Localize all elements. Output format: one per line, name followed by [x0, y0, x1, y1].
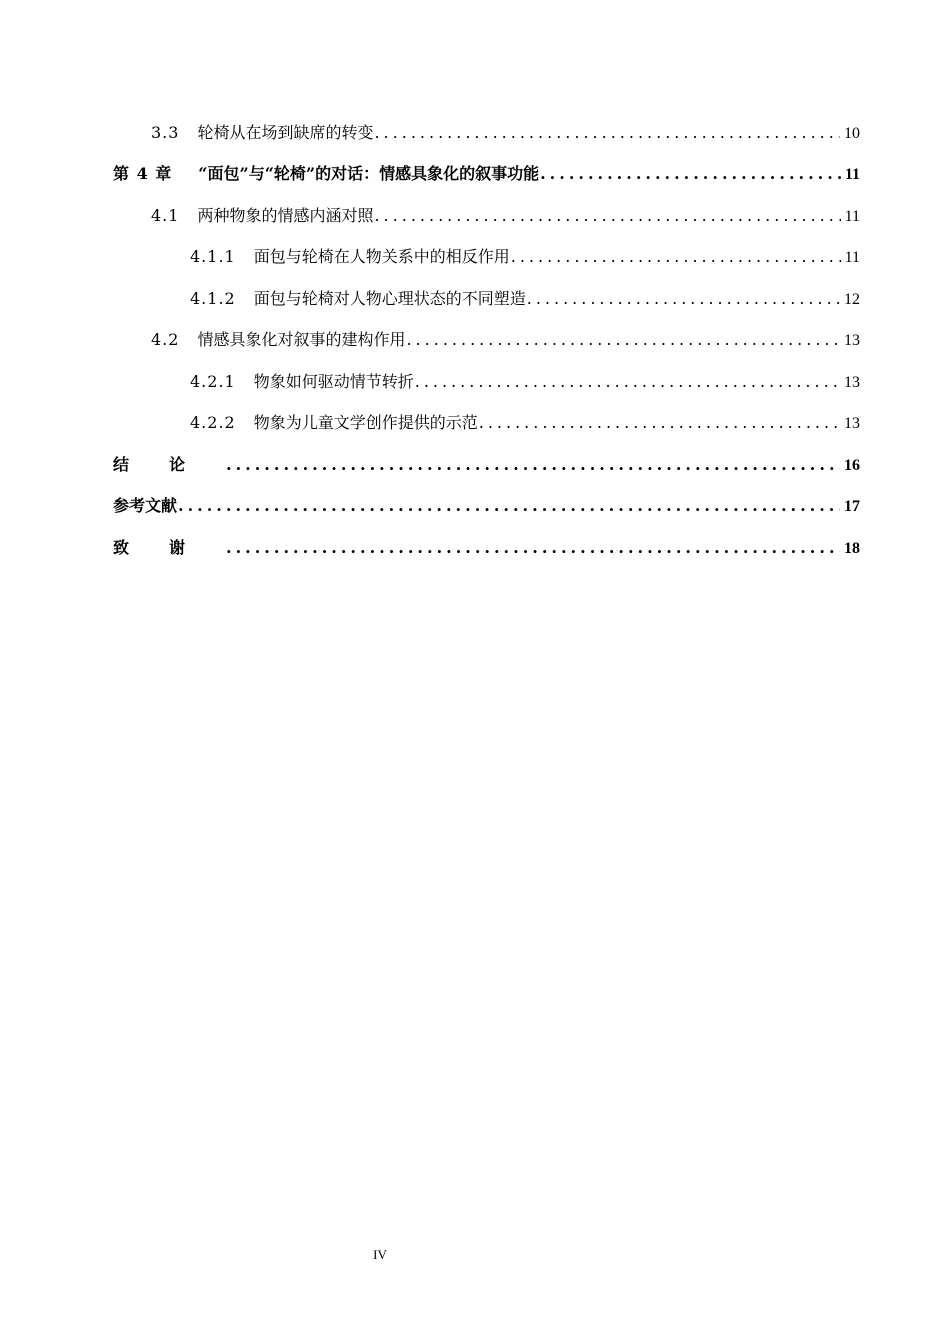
- toc-entry-number: 3.3: [151, 123, 180, 142]
- toc-entry-page: 13: [844, 374, 860, 391]
- dot-leader: [406, 328, 840, 352]
- toc-entry-page: 12: [844, 291, 860, 308]
- toc-entry-number: 4.1.1: [190, 247, 236, 266]
- toc-entry-page: 13: [844, 332, 860, 349]
- toc-entry-number: 4.1: [151, 206, 180, 225]
- toc-entry-page: 13: [844, 415, 860, 432]
- toc-entry-number: 4.2.1: [190, 372, 236, 391]
- toc-entry-page: 11: [844, 166, 860, 183]
- toc-entry-page: 16: [844, 457, 860, 474]
- toc-entry-conclusion[interactable]: [113, 453, 860, 477]
- toc-entry-4-1-1[interactable]: [190, 245, 860, 269]
- dot-leader: [415, 370, 840, 394]
- toc-entry-number: 4.2.2: [190, 413, 236, 432]
- dot-leader: [527, 287, 840, 311]
- toc-entry-page: 10: [844, 125, 860, 142]
- toc-entry-title: 物象为儿童文学创作提供的示范: [253, 413, 478, 432]
- dot-leader: [226, 453, 840, 477]
- toc-entry-acknowledgements[interactable]: [113, 536, 860, 560]
- toc-entry-title: 轮椅从在场到缺席的转变: [197, 123, 374, 142]
- toc-entry-page: 18: [844, 540, 860, 557]
- toc-entry-4-2[interactable]: [151, 328, 860, 352]
- toc-entry-number: 第 4 章: [113, 164, 173, 183]
- page-number-footer: IV: [373, 1247, 387, 1262]
- dot-leader: [226, 536, 840, 560]
- toc-entry-references[interactable]: [113, 494, 860, 518]
- toc-entry-4-2-2[interactable]: [190, 411, 860, 435]
- dot-leader: [540, 162, 841, 186]
- toc-entry-3-3[interactable]: [151, 121, 860, 145]
- toc-entry-title: 两种物象的情感内涵对照: [197, 206, 374, 225]
- toc-entry-page: 11: [844, 249, 860, 266]
- dot-leader: [479, 411, 840, 435]
- toc-entry-title: “面包”与“轮椅”的对话：情感具象化的叙事功能: [198, 164, 540, 183]
- dot-leader: [511, 245, 841, 269]
- toc-entry-title: 致谢: [113, 538, 226, 557]
- toc-entry-title: 面包与轮椅对人物心理状态的不同塑造: [253, 289, 526, 308]
- toc-entry-number: 4.1.2: [190, 289, 236, 308]
- toc-entry-4-1-2[interactable]: [190, 287, 860, 311]
- toc-entry-4-1[interactable]: [151, 204, 860, 228]
- toc-entry-number: 4.2: [151, 330, 180, 349]
- dot-leader: [374, 204, 840, 228]
- toc-entry-4-2-1[interactable]: [190, 370, 860, 394]
- dot-leader: [374, 121, 840, 145]
- toc-entry-title: 情感具象化对叙事的建构作用: [197, 330, 406, 349]
- dot-leader: [178, 494, 840, 518]
- toc-entry-chapter-4[interactable]: [113, 162, 860, 186]
- toc-entry-title: 结论: [113, 455, 226, 474]
- toc-entry-page: 17: [844, 498, 860, 515]
- toc-entry-title: 面包与轮椅在人物关系中的相反作用: [253, 247, 510, 266]
- toc-entry-page: 11: [844, 208, 860, 225]
- toc-entry-title: 参考文献: [113, 496, 178, 515]
- toc-entry-title: 物象如何驱动情节转折: [253, 372, 414, 391]
